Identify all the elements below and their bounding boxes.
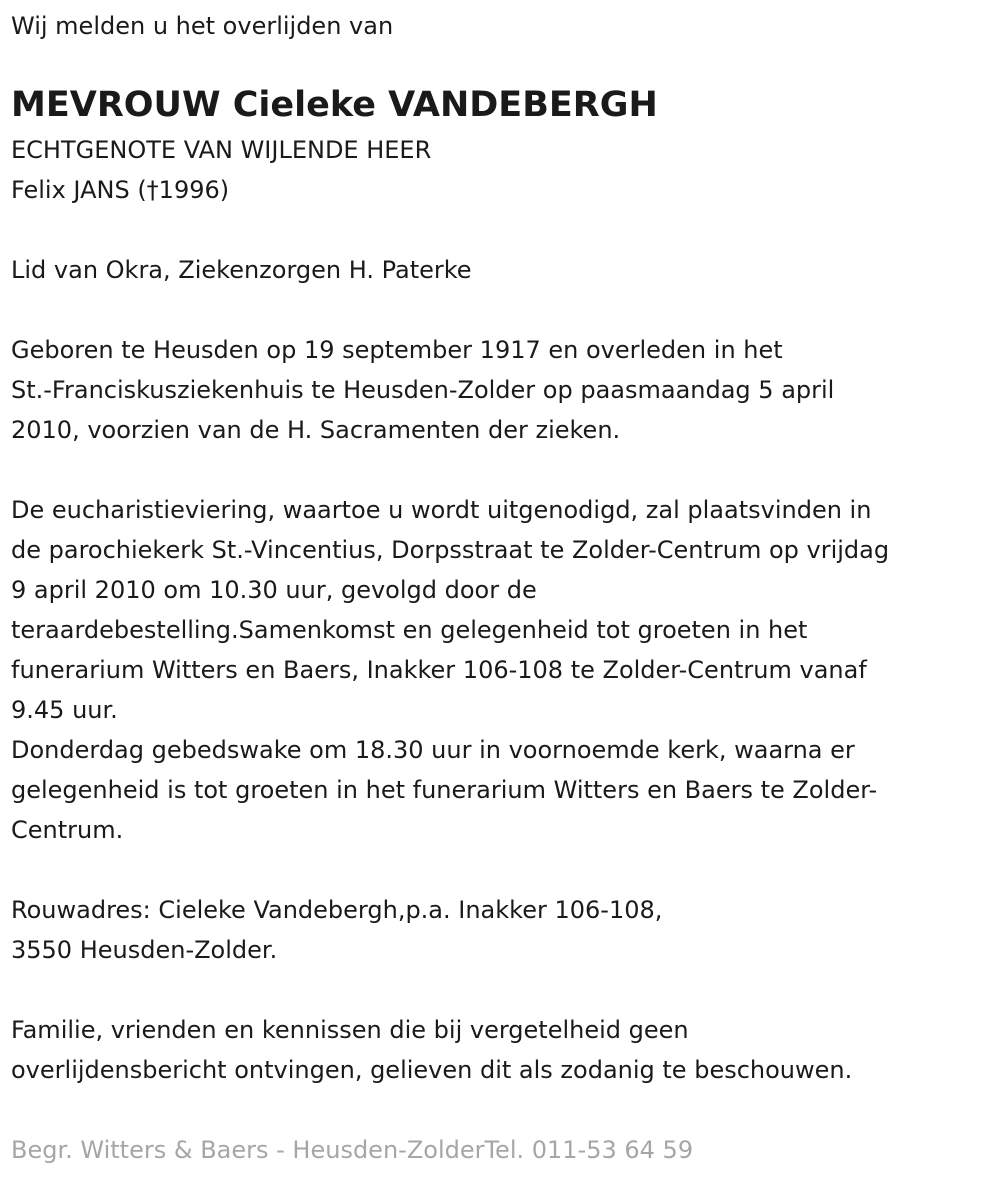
paragraph-line: Geboren te Heusden op 19 september 1917 en overleden in het (11, 336, 783, 364)
paragraph-line: Centrum. (11, 816, 124, 844)
paragraph-line: Donderdag gebedswake om 18.30 uur in voornoemde kerk, waarna er (11, 736, 855, 764)
deceased-name: MEVROUW Cieleke VANDEBERGH (11, 85, 658, 125)
spacer (11, 850, 988, 890)
intro-text: Wij melden u het overlijden van (11, 12, 394, 40)
paragraph-line: 9.45 uur. (11, 696, 118, 724)
paragraph-line: 9 april 2010 om 10.30 uur, gevolgd door de (11, 576, 537, 604)
paragraph-line: Familie, vrienden en kennissen die bij vergetelheid geen (11, 1016, 689, 1044)
membership-text: Lid van Okra, Ziekenzorgen H. Paterke (11, 256, 472, 284)
spacer (11, 210, 988, 250)
spouse-title: ECHTGENOTE VAN WIJLENDE HEER (11, 136, 432, 164)
paragraph-line: gelegenheid is tot groeten in het funerarium Witters en Baers te Zolder- (11, 776, 878, 804)
paragraph-line: 2010, voorzien van de H. Sacramenten der zieken. (11, 416, 621, 444)
funeral-home-footer: Begr. Witters & Baers - Heusden-ZolderTel. 011-53 64 59 (11, 1136, 694, 1164)
funeral-paragraph (11, 490, 988, 850)
paragraph-line: teraardebestelling.Samenkomst en gelegenheid tot groeten in het (11, 616, 808, 644)
spacer (11, 1090, 988, 1130)
address-line: 3550 Heusden-Zolder. (11, 936, 278, 964)
paragraph-line: St.-Franciskusziekenhuis te Heusden-Zolder op paasmaandag 5 april (11, 376, 835, 404)
paragraph-line: overlijdensbericht ontvingen, gelieven dit als zodanig te beschouwen. (11, 1056, 853, 1084)
paragraph-line: de parochiekerk St.-Vincentius, Dorpsstraat te Zolder-Centrum op vrijdag (11, 536, 890, 564)
birth-death-paragraph (11, 330, 988, 450)
spacer (11, 450, 988, 490)
paragraph-line: funerarium Witters en Baers, Inakker 106-108 te Zolder-Centrum vanaf (11, 656, 867, 684)
spacer (11, 970, 988, 1010)
mourning-address (11, 890, 988, 970)
address-line: Rouwadres: Cieleke Vandebergh,p.a. Inakker 106-108, (11, 896, 663, 924)
spouse-name: Felix JANS (†1996) (11, 176, 230, 204)
paragraph-line: De eucharistieviering, waartoe u wordt uitgenodigd, zal plaatsvinden in (11, 496, 872, 524)
closing-paragraph (11, 1010, 988, 1090)
spacer (11, 290, 988, 330)
